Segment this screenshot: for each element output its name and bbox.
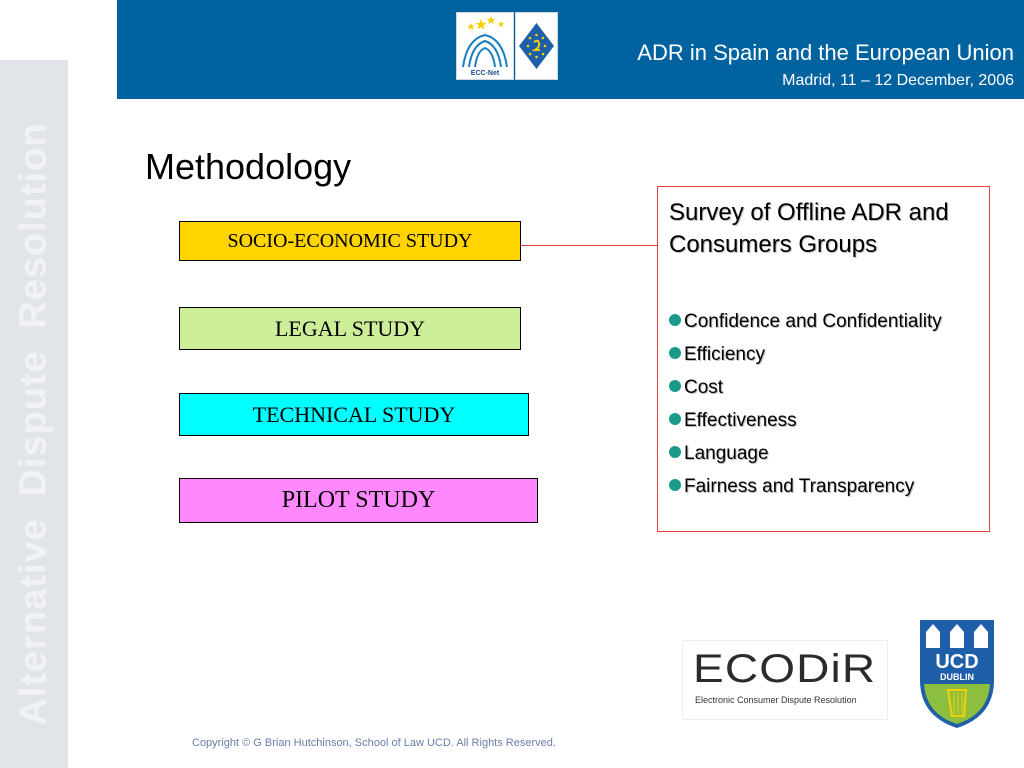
header-subtitle: Madrid, 11 – 12 December, 2006 <box>782 72 1014 89</box>
list-item: Language <box>669 441 987 467</box>
header-title: ADR in Spain and the European Union <box>637 40 1014 65</box>
header-bar <box>117 0 1024 99</box>
ecc-net-logo <box>456 12 514 80</box>
ecc-net-logo-graphic <box>457 13 513 79</box>
list-item: Cost <box>669 375 987 401</box>
eu-diamond-icon <box>516 13 557 79</box>
bullet-icon <box>669 314 681 326</box>
pilot-study-box: PILOT STUDY <box>179 478 538 523</box>
survey-criteria-list <box>669 309 987 507</box>
svg-text:DUBLIN: DUBLIN <box>940 672 974 682</box>
sidebar-title: Alternative Dispute Resolution <box>12 122 55 726</box>
survey-box <box>657 186 990 532</box>
list-item: Efficiency <box>669 342 987 368</box>
survey-title: Survey of Offline ADR and Consumers Groups <box>669 199 949 258</box>
list-item: Fairness and Transparency <box>669 474 987 500</box>
ecodir-logo-tagline: Electronic Consumer Dispute Resolution <box>695 695 857 705</box>
list-item: Confidence and Confidentiality <box>669 309 987 335</box>
bullet-icon <box>669 413 681 425</box>
ecodir-logo <box>682 640 888 720</box>
ucd-shield-icon <box>918 618 996 730</box>
list-item: Effectiveness <box>669 408 987 434</box>
page-title: Methodology <box>145 146 352 187</box>
svg-text:UCD: UCD <box>935 651 979 673</box>
legal-study-box: LEGAL STUDY <box>179 307 521 350</box>
socio-economic-study-box: SOCIO-ECONOMIC STUDY <box>179 221 521 261</box>
connector-line <box>521 245 658 246</box>
technical-study-box: TECHNICAL STUDY <box>179 393 529 436</box>
ecodir-logo-name: ECODiR <box>693 647 877 691</box>
bullet-icon <box>669 446 681 458</box>
bullet-icon <box>669 479 681 491</box>
bullet-icon <box>669 380 681 392</box>
svg-text:ECC-Net: ECC-Net <box>470 70 500 77</box>
copyright-footer: Copyright © G Brian Hutchinson, School of Law UCD. All Rights Reserved. <box>192 737 556 749</box>
sidebar <box>0 60 68 768</box>
bullet-icon <box>669 347 681 359</box>
eu-logo <box>515 12 558 80</box>
ucd-dublin-logo <box>918 618 996 730</box>
